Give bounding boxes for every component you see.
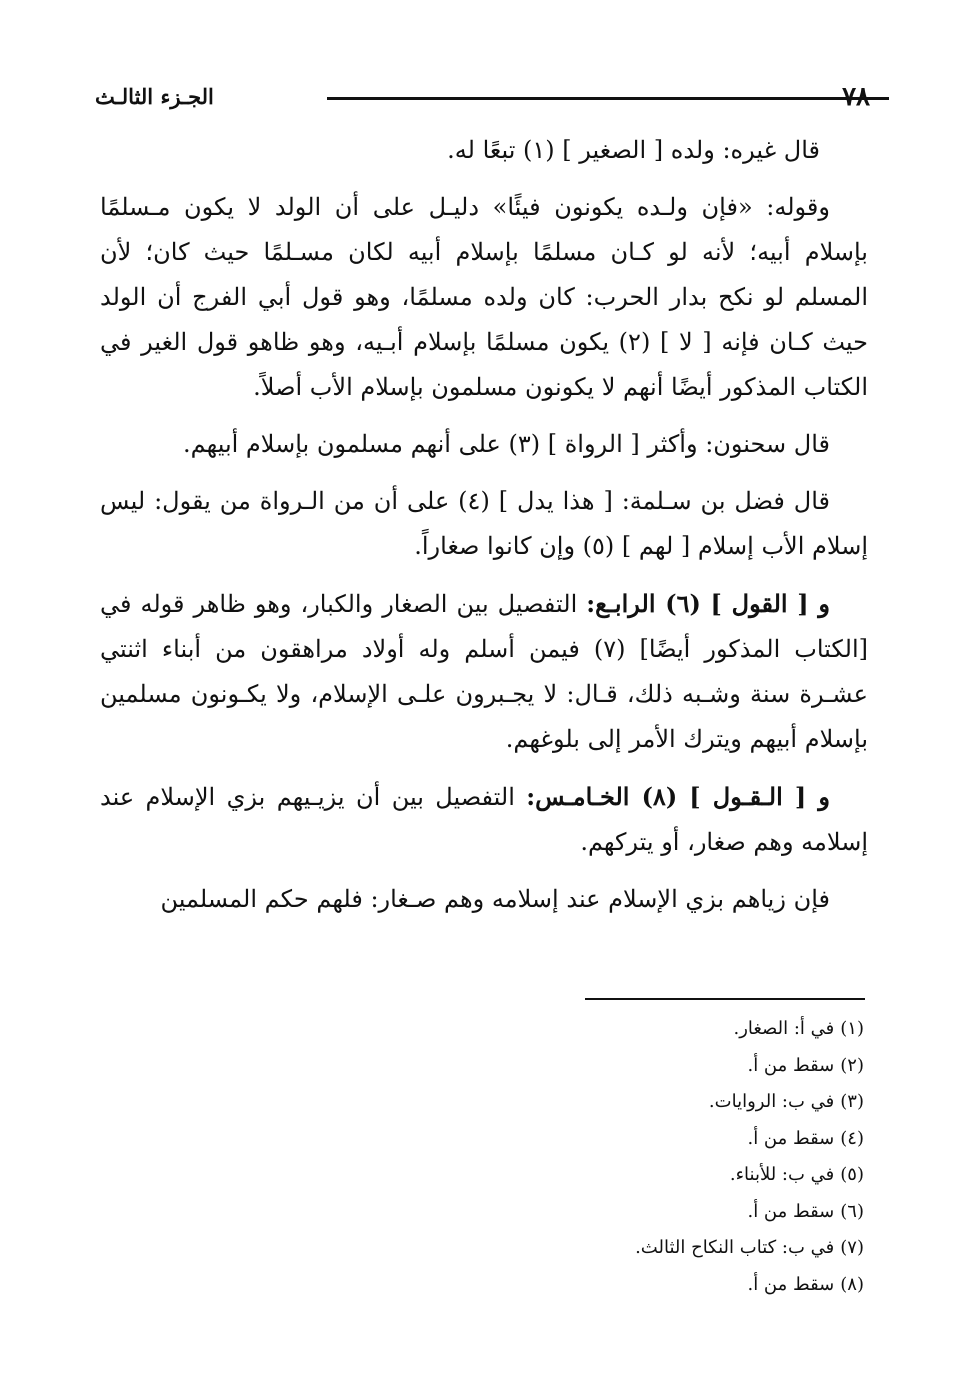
footnote-number: (٤) [840,1127,864,1149]
paragraph-4: قال فضل بن سـلمة: [ هذا يدل ] (٤) على أن من الـرواة من يقول: ليس إسلام الأب إسلام [ لهم ] (٥) وإن كانوا صغاراً. [100,487,868,560]
paragraph-5-lead: و [ القول ] (٦) الرابـع: [586,589,830,618]
paragraph-1: قال غيره: ولده [ الصغير ] (١) تبعًا له. [447,136,820,164]
footnote-text: سقط من أ. [747,1200,835,1222]
footnote-text: سقط من أ. [747,1054,835,1076]
paragraph-6 [100,774,868,865]
page-header [95,82,870,122]
footnote-text: سقط من أ. [747,1127,835,1149]
footnote-number: (٧) [840,1237,864,1258]
footnote-text: في ب: كتاب النكاح الثالث. [635,1237,835,1258]
paragraph-5-text: التفصيل بين الصغار والكبار، وهو ظاهر قوله في [الكتاب المذكور أيضًا] (٧) فيمن أسلم وله أولاد مراهقون من أبناء اثنتي عشـرة سنة وشـبه ذلك، قـال: لا يجـبرون علـى الإسلام، ولا يكـونون مسلمين بإسلام أبيهم ويترك الأمر إلى بلوغهم. [100,590,869,753]
footnote-item [364,1011,864,1048]
footnote-text: في ب: الروايات. [708,1091,835,1112]
footnote-item [364,1084,864,1121]
footnote-text: سقط من أ. [747,1273,835,1295]
footnote-number: (٨) [840,1273,864,1295]
footnote-item [364,1121,864,1158]
footnote-number: (٥) [840,1164,864,1185]
paragraph-5 [100,581,868,762]
footnote-item [364,1157,864,1194]
running-title: الجـزء الثالـث [95,84,214,109]
footnote-item [364,1048,864,1085]
header-rule [327,97,889,100]
paragraph-7: فإن زياهم بزي الإسلام عند إسلامه وهم صـغار: فلهم حكم المسلمين [160,885,830,913]
footnote-number: (١) [840,1018,864,1039]
paragraph-3: قال سحنون: وأكثر [ الرواة ] (٣) على أنهم مسلمون بإسلام أبيهم. [183,430,830,458]
paragraph-6-lead: و [ الـقـول ] (٨) الخـامـس: [526,782,830,811]
footnote-number: (٢) [840,1054,864,1076]
paragraph-6-text: التفصيل بين أن يزيـيهم بزي الإسلام عند إسلامه وهم صغار، أو يتركهم. [100,783,868,856]
footnote-text: في ب: للأبناء. [729,1164,835,1185]
footnote-item [364,1194,864,1231]
main-text [100,128,868,934]
paragraph-2: وقوله: «فإن ولـده يكونون فيئًا» دليـل على أن الولد لا يكون مـسلمًا بإسلام أبيه؛ لأنه لو كـان مسلمًا بإسلام أبيه لكان مسـلمًا حيث كان؛ لأن المسلم لو نكح بدار الحرب: كان ولده مسلمًا، وهو قول أبي الفرج أن الولد حيث كـان فإنه [ لا ] (٢) يكون مسلمًا بإسلام أبـيه، وهو ظاهو قول الغير في الكتاب المذكور أيضًا أنهم لا يكونون مسلمون بإسلام الأب أصلاً. [100,193,869,401]
footnotes [364,1011,864,1303]
footnote-item [364,1230,864,1267]
footnote-item [364,1267,864,1304]
footnote-number: (٣) [840,1091,864,1112]
footnote-number: (٦) [840,1200,864,1222]
footnote-separator [585,998,865,1000]
footnote-text: في أ: الصغار. [733,1018,835,1039]
page-number: ٧٨ [842,82,870,112]
